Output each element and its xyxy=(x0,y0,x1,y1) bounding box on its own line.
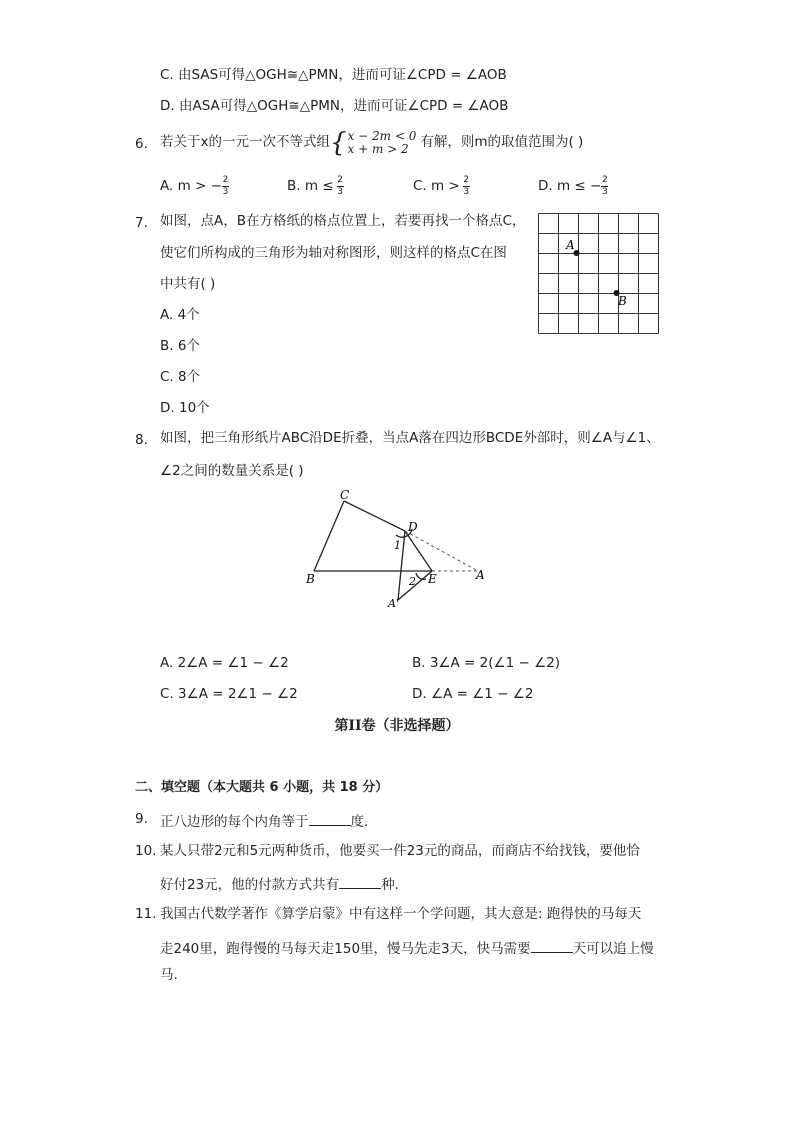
q10-answer-blank[interactable] xyxy=(339,876,381,889)
q6-option-d-text: D. m ≤ − xyxy=(538,177,602,194)
q9-number: 9. xyxy=(135,811,148,827)
q6-option-a-text: A. m > − xyxy=(160,177,222,194)
q9-answer-blank[interactable] xyxy=(309,813,351,826)
q7-option-a: A. 4个 xyxy=(160,307,200,323)
section-2-title: 二、填空题（本大题共 6 小题，共 18 分） xyxy=(135,780,389,795)
q9-stem-post: 度. xyxy=(350,814,369,830)
label-a-prime: A' xyxy=(388,597,399,610)
q7-line2: 使它们所构成的三角形为轴对称图形，则这样的格点C在图 xyxy=(160,245,507,261)
label-d: D xyxy=(408,520,418,534)
segment-de xyxy=(405,531,432,571)
q6-option-b-fraction: $\frac{2}{3}$ xyxy=(337,175,343,197)
q11-number: 11. xyxy=(135,906,157,922)
q7-option-b: B. 6个 xyxy=(160,338,200,354)
q6-row1: x − 2m < 0 xyxy=(347,129,417,143)
label-e: E xyxy=(428,572,437,586)
q6-option-c-text: C. m > xyxy=(413,177,460,194)
q11-answer-blank[interactable] xyxy=(531,940,573,953)
q6-row2: x + m > 2 xyxy=(347,142,409,157)
q10-number: 10. xyxy=(135,843,157,859)
q7-number: 7. xyxy=(135,215,148,231)
q6-stem-pre: 若关于x的一元一次不等式组 xyxy=(160,134,330,151)
q6-option-c-fraction: $\frac{2}{3}$ xyxy=(463,175,470,197)
q7-line3: 中共有( ) xyxy=(160,276,216,292)
q11-line1: 我国古代数学著作《算学启蒙》中有这样一个学问题，其大意是: 跑得快的马每天 xyxy=(160,906,642,922)
label-angle-1: 1 xyxy=(394,539,401,552)
q6-option-c xyxy=(413,176,470,197)
q5-option-d: D. 由ASA可得△OGH≅△PMN，进而可证∠CPD = ∠AOB xyxy=(160,98,509,114)
label-angle-2: 2 xyxy=(409,575,416,588)
segment-cd xyxy=(344,501,405,531)
q8-fold-figure xyxy=(300,485,500,615)
q10-line1: 某人只带2元和5元两种货币，他要买一件23元的商品，而商店不给找钱，要他恰 xyxy=(160,843,640,859)
q9-stem xyxy=(160,813,368,830)
q6-option-b-text: B. m ≤ xyxy=(287,177,334,194)
q6-number: 6. xyxy=(135,136,148,152)
label-a: A xyxy=(476,568,485,582)
point-b-label: B xyxy=(618,294,627,308)
q7-grid-figure xyxy=(538,213,660,335)
q6-option-d xyxy=(538,176,608,197)
point-a-label: A xyxy=(566,238,575,252)
q7-option-d: D. 10个 xyxy=(160,400,210,416)
q11-line2 xyxy=(160,940,654,957)
grid-lines xyxy=(539,214,659,334)
q8-option-a: A. 2∠A = ∠1 − ∠2 xyxy=(160,655,289,671)
q7-option-c: C. 8个 xyxy=(160,369,201,385)
part-2-title: 第II卷（非选择题） xyxy=(334,718,460,734)
q8-line1: 如图，把三角形纸片ABC沿DE折叠，当点A落在四边形BCDE外部时，则∠A与∠1、 xyxy=(160,430,660,446)
q8-option-d: D. ∠A = ∠1 − ∠2 xyxy=(412,686,534,702)
q6-inequality-system xyxy=(330,128,417,159)
q11-line2-post: 天可以追上慢 xyxy=(572,941,654,957)
q6-option-a-fraction: $\frac{2}{3}$ xyxy=(222,175,229,197)
q6-option-b xyxy=(287,176,344,197)
label-c: C xyxy=(340,488,350,502)
q10-line2-post: 种. xyxy=(381,877,399,893)
q6-stem-post: 有解，则m的取值范围为( ) xyxy=(420,134,584,151)
brace-icon: { xyxy=(330,128,347,159)
q8-line2: ∠2之间的数量关系是( ) xyxy=(160,463,304,479)
q8-option-c: C. 3∠A = 2∠1 − ∠2 xyxy=(160,686,298,702)
q6-option-d-fraction: $\frac{2}{3}$ xyxy=(601,175,608,197)
q10-line2 xyxy=(160,876,399,893)
q5-option-c: C. 由SAS可得△OGH≅△PMN，进而可证∠CPD = ∠AOB xyxy=(160,67,507,83)
q8-number: 8. xyxy=(135,432,148,448)
angle-2-arc xyxy=(416,573,426,579)
q7-line1: 如图，点A，B在方格纸的格点位置上，若要再找一个格点C， xyxy=(160,213,526,229)
segment-cb xyxy=(314,501,344,571)
q9-stem-pre: 正八边形的每个内角等于 xyxy=(160,814,309,830)
q10-line2-pre: 好付23元，他的付款方式共有 xyxy=(160,877,340,893)
q6-stem xyxy=(160,128,584,159)
q6-option-a xyxy=(160,176,229,197)
q11-line2-pre: 走240里，跑得慢的马每天走150里，慢马先走3天，快马需要 xyxy=(160,941,531,957)
dashed-da xyxy=(405,531,478,571)
label-b: B xyxy=(306,572,315,586)
q11-line3: 马. xyxy=(160,967,178,983)
q8-option-b: B. 3∠A = 2(∠1 − ∠2) xyxy=(412,655,561,671)
